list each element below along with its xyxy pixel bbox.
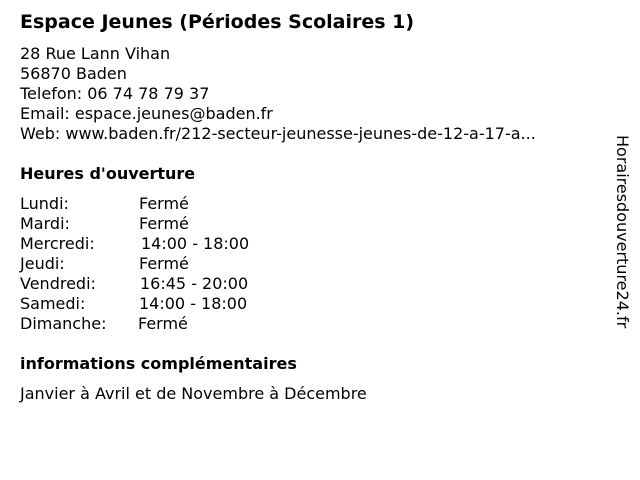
day-label: Lundi: [20, 194, 69, 213]
hours-value: Fermé [139, 214, 189, 233]
info-text: Janvier à Avril et de Novembre à Décembre [20, 384, 367, 403]
page-title: Espace Jeunes (Périodes Scolaires 1) [20, 11, 415, 33]
day-label: Mercredi: [20, 234, 95, 253]
hours-value: 14:00 - 18:00 [141, 234, 250, 253]
info-heading: informations complémentaires [20, 354, 297, 373]
email: Email: espace.jeunes@baden.fr [20, 104, 273, 123]
day-label: Samedi: [20, 294, 86, 313]
site-watermark: Horairesdouverture24.fr [613, 135, 632, 329]
address-block [20, 44, 536, 144]
day-label: Jeudi: [20, 254, 65, 273]
website: Web: www.baden.fr/212-secteur-jeunesse-jeunes-de-12-a-17-a... [20, 124, 536, 143]
hours-value: 16:45 - 20:00 [140, 274, 249, 293]
day-label: Vendredi: [20, 274, 96, 293]
phone: Telefon: 06 74 78 79 37 [20, 84, 210, 103]
day-label: Dimanche: [20, 314, 107, 333]
hours-value: 14:00 - 18:00 [139, 294, 248, 313]
hours-value: Fermé [138, 314, 188, 333]
city: 56870 Baden [20, 64, 127, 83]
street-address: 28 Rue Lann Vihan [20, 44, 171, 63]
hours-value: Fermé [139, 194, 189, 213]
hours-value: Fermé [139, 254, 189, 273]
day-label: Mardi: [20, 214, 70, 233]
hours-heading: Heures d'ouverture [20, 164, 196, 183]
